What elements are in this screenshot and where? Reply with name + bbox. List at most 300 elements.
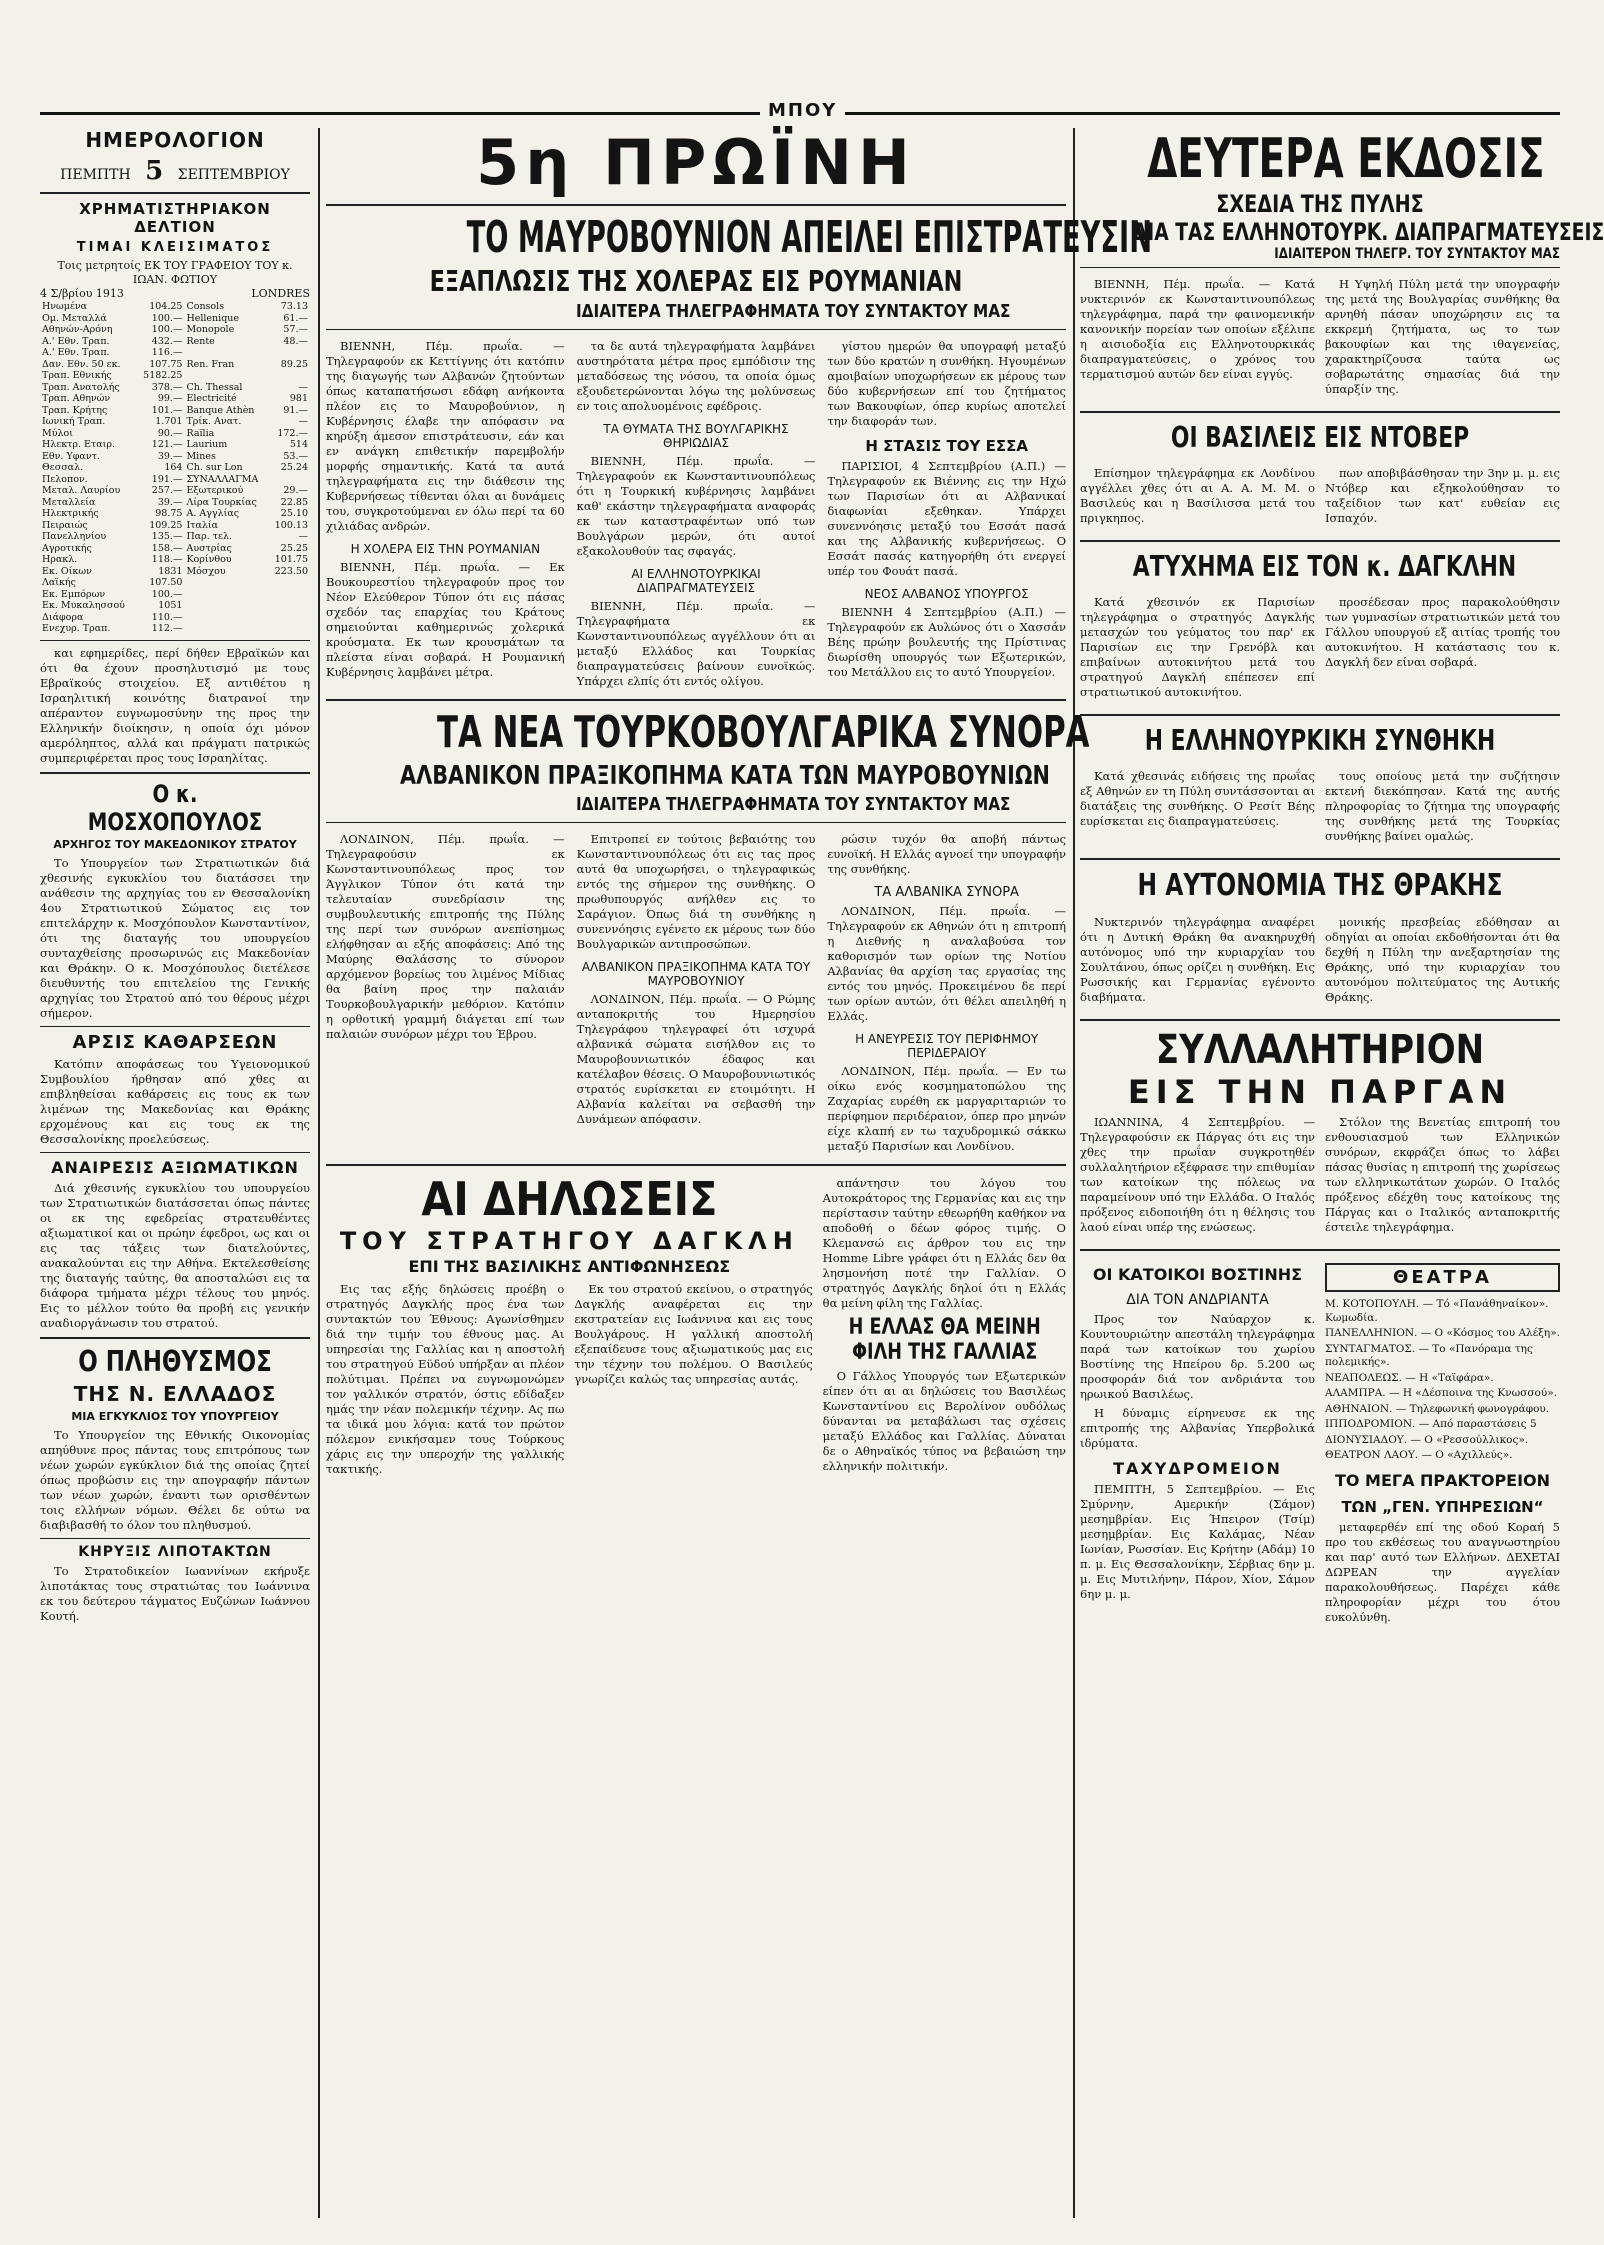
paragraph: ΠΕΜΠΤΗ, 5 Σεπτεμβρίου. — Εις Σμύρνην, Αμερικήν (Σάμον) μεσημβρίαν. Εις Ήπειρον (Τσίμ) μεσημβρίαν. Εις Καλάμας, Νέαν Ιωνίαν, Ρωσσίαν. Εις Κρήτην (Αδάμ) 10 π. μ. Εις Θεσσαλονίκην, Σέρβιας 6ην μ. μ. Εις Μυτιλήνην, Πάρον, Χίον, Σάμον 6ην μ. μ. [1080, 1482, 1315, 1601]
headline-synthiki: Η ΕΛΛΗΝΟΥΡΚΙΚΗ ΣΥΝΘΗΚΗ [1144, 724, 1496, 757]
rate-row [40, 393, 310, 405]
rate-name: Τραπ. Ανατολής [42, 381, 120, 393]
paragraph: Το Στρατοδικείον Ιωαννίνων εκήρυξε λιποτάκτας τους στρατιώτας του Ιωάννινα εκ του δεύτερου τάγματος Ευζώνων Ιωάννου Κουτή. [40, 1563, 310, 1623]
rate-value: 61.— [283, 312, 308, 324]
article-text [1080, 466, 1315, 530]
rate-value: 100.— [151, 588, 183, 600]
headline-dagkli: ΤΟΥ ΣΤΡΑΤΗΓΟΥ ΔΑΓΚΛΗ [339, 1227, 799, 1255]
exchange-source: Τοις μετρητοίς ΕΚ ΤΟΥ ΓΡΑΦΕΙΟΥ ΤΟΥ κ. ΙΩΑΝ. ΦΩΤΙΟΥ [57, 259, 293, 286]
divider [40, 1538, 310, 1539]
headline-deutera-ekdosis: ΔΕΥΤΕΡΑ ΕΚΔΟΣΙΣ [1147, 127, 1545, 190]
rate-name: Εκ. Εμπόρων [42, 588, 106, 600]
rate-name: Τραπ. Αθηνών [42, 393, 111, 404]
rate-value: 100.13 [274, 519, 308, 531]
article-row [1080, 462, 1560, 534]
exchange-date: 4 Σ/βρίου 1913 [40, 287, 124, 300]
calendar-month: ΣΕΠΤΕΜΒΡΙΟΥ [177, 167, 290, 183]
rate-value: 89.25 [280, 358, 308, 370]
rate-name: Rente [186, 335, 215, 347]
rate-row [40, 612, 310, 624]
rate-value: 107.50 [149, 577, 183, 588]
paragraph: ΛΟΝΔΙΝΟΝ, Πέμ. πρωΐα. — Τηλεγραφούν εκ Αθηνών ότι η επιτροπή η Διεθνής η αναλαβούσα τον καθορισμόν των ορίων της Νοτίου Αλβανίας θα αρχίση τας εργασίας της εντός του μηνός. Προκειμένου δε περί των ορίων αυτών, ότι θέλει απειληθή η Ελλάς. [827, 904, 1067, 1023]
rate-value: 53.— [283, 450, 308, 462]
rate-value [269, 577, 310, 589]
rate-value: 107.75 [149, 358, 183, 370]
headline-albanos-ypourgos: ΝΕΟΣ ΑΛΒΑΝΟΣ ΥΠΟΥΡΓΟΣ [864, 587, 1029, 601]
rate-name: Λαϊκής [42, 577, 76, 588]
headline-praktoreion: ΤΟ ΜΕΓΑ ΠΡΑΚΤΟΡΕΙΟΝ [1334, 1470, 1551, 1490]
paragraph: ΒΙΕΝΝΗ, Πέμ. πρωΐα. — Τηλεγραφούν εκ Κεττίγνης ότι κατόπιν της διαγωγής των Αλβανών ζητούντων όπως καταπατήσωσι εδάφη ανήκοντα πλέον εις το Μαυροβούνιον, η Κυβέρνησις έλαβε την απόφασιν να κηρύξη άμεσον επιστράτευσιν, εάν και εν ανάγκη επιθετικήν παρεμβολήν μορφής σημαντικής. Κατά τα αυτά τηλεγραφήματα εις την διάθεσιν της Κυβερνήσεως τίθενται όλαι αι δυνάμεις του, συγκροτούμεναι εν όλω περί τα 60 χιλιάδας ανδρών. [326, 339, 565, 533]
rate-row [40, 382, 310, 394]
headline-arsis: ΑΡΣΙΣ ΚΑΘΑΡΣΕΩΝ [72, 1031, 278, 1053]
paragraph: Το Υπουργείον των Στρατιωτικών διά χθεσινής εγκυκλίου του διατάσσει την ανάθεσιν της αρχηγίας του εν Θεσσαλονίκη 4ου Στρατιωτικού Σώματος εις τον επιτελάρχην κ. Μοσχόπουλον Κωνσταντίνον, ότι της διαταγής του υπουργείου συνταχθείσης προσωρινώς εις Μακεδονίαν και Θράκην. Ο κ. Μοσχόπουλος διετέλεσε διευθυντής του επιτελείου της Γενικής αρχηγίας του Στρατού από του θέρους μέχρι σήμερον. [40, 855, 310, 1020]
subheadline-telegrams: ΙΔΙΑΙΤΕΡΑ ΤΗΛΕΓΡΑΦΗΜΑΤΑ ΤΟΥ ΣΥΝΤΑΚΤΟΥ ΜΑΣ [575, 301, 1011, 322]
paragraph: Νυκτερινόν τηλεγράφημα αναφέρει ότι η Δυτική Θράκη θα ανακηρυχθή αυτόνομος υπό την κυριαρχίαν του Σουλτάνου, όπως ορίζει η συνθήκη. Εις Ρωσσικής και Γερμανίας εγένοντο διαβήματα. [1080, 915, 1315, 1004]
paragraph: πων αποβιβάσθησαν την 3ην μ. μ. εις Ντόβερ και εξηκολούθησαν το ταξείδιον των κατ' ευθείαν εις Ισπαχόν. [1325, 466, 1560, 525]
headline-moschopoulos: Ο κ. ΜΟΣΧΟΠΟΥΛΟΣ [87, 779, 263, 836]
subheadline-telegram: ΙΔΙΑΙΤΕΡΟΝ ΤΗΛΕΓΡ. ΤΟΥ ΣΥΝΤΑΚΤΟΥ ΜΑΣ [1274, 246, 1560, 262]
rate-name: Εκ. Μυκαλησσού [42, 600, 125, 611]
calendar-date [40, 156, 310, 186]
divider [326, 822, 1066, 823]
rate-row [40, 520, 310, 532]
article-text [326, 339, 565, 534]
rate-value: 378.— [151, 381, 183, 393]
rate-value: 981 [289, 393, 308, 404]
rate-value: 25.25 [280, 542, 308, 554]
divider [326, 329, 1066, 330]
rate-value [269, 474, 310, 486]
rate-name: Διάφορα [42, 611, 84, 623]
rate-value: 121.— [151, 439, 183, 450]
rate-name: Τραπ. Εθνικής [42, 370, 112, 381]
rate-value: 57.— [283, 324, 308, 335]
rate-name: Κορίνθου [186, 554, 232, 565]
article-text [577, 832, 816, 952]
divider [1080, 714, 1560, 716]
right-column [1080, 127, 1604, 2218]
article-column [827, 828, 1066, 1158]
article-text [1080, 1482, 1315, 1602]
article-text [40, 1181, 310, 1331]
rate-value [269, 600, 310, 612]
divider [40, 1152, 310, 1153]
rate-value: 172.— [277, 427, 308, 439]
article-text [40, 1564, 310, 1624]
exchange-london: LONDRES [251, 287, 310, 300]
headline-schedia-pylis: ΣΧΕΔΙΑ ΤΗΣ ΠΥΛΗΣ [1216, 190, 1424, 218]
paragraph: ΛΟΝΔΙΝΟΝ, Πέμ. πρωΐα. — Τηλεγραφούσιν εκ Κωνσταντινουπόλεως προς τον Άγγλικον Τύπον ότι κατά την τελευταίαν συνεδρίασιν της συμβουλευτικής επιτροπής της Πύλης της περί των συνόρων ανεπίσημως ελήφθησαν αι εξής αποφάσεις: Από της Μαύρης Θαλάσσης το σύνορον αρχόμενον βορείως του λιμένος Μίδιας θα βαίνη προς την παλαιάν Τουρκοβουλγαρικήν μεθόριον. Κατόπιν η ορθοτική γραμμή διάγεται επί των παλαιών συνόρων μέχρι του Έβρου. [326, 832, 565, 1041]
rate-value: 223.50 [274, 565, 308, 577]
paragraph: Κατά χθεσινάς ειδήσεις της πρωΐας εξ Αθηνών εν τη Πύλη συντάσσονται αι διατάξεις της συνθήκης. Ο Ρεσίτ Βέης ευρίσκεται εις διαπραγματεύσεις. [1080, 769, 1315, 828]
divider [40, 1026, 310, 1027]
column-rule-2 [1073, 128, 1075, 2218]
article-text [1080, 915, 1315, 1009]
rate-name: Πελοπον. [42, 473, 88, 485]
center-column [326, 126, 1153, 2218]
theatre-entry: ΙΠΠΟΔΡΟΜΙΟΝ. — Από παραστάσεις 5 [1325, 1418, 1537, 1430]
paragraph: Εκ του στρατού εκείνου, ο στρατηγός Δαγκλής αναφέρεται εις την εκστρατείαν εις Ιωάννινα και εις τους Βουλγάρους. Η γαλλική αποστολή εξεπαίδευσε τους αξιωματικούς μας εις την τέχνην του πολέμου. Ο Βασιλεύς γνωρίζει καλώς τας υπηρεσίας αυτάς. [574, 1282, 813, 1386]
rate-name [184, 370, 268, 382]
paragraph: γίστου ημερών θα υπογραφή μεταξύ των δύο κρατών η συνθήκη. Ηγουμένων αμοιβαίων υποχωρήσεων εκ μέρους των δύο κυβερνήσεων επί του ζητήματος των Βακουφίων, όπερ κυρίως αποτελεί την διαφοράν των. [827, 339, 1067, 428]
rate-name: Hellenique [186, 312, 240, 324]
rate-row [40, 623, 310, 635]
article-text [326, 832, 565, 1042]
headline-axiomatikon: ΑΝΑΙΡΕΣΙΣ ΑΞΙΩΜΑΤΙΚΩΝ [51, 1157, 299, 1177]
headline-perideraiou: Η ΑΝΕΥΡΕΣΙΣ ΤΟΥ ΠΕΡΙΦΗΜΟΥ ΠΕΡΙΔΕΡΑΙΟΥ [855, 1032, 1039, 1060]
article-column [326, 335, 565, 693]
rate-name: Μύλοι [42, 427, 73, 439]
paragraph: ΒΙΕΝΝΗ, Πέμ. πρωΐα. — Τηλεγραφήματα εκ Κωνσταντινουπόλεως αγγέλλουν ότι αι μεταξύ Ελλάδος και Τουρκίας διαπραγματεύσεις βαίνουν ευνοϊκώς. Υπάρχει ελπίς ότι εντός ολίγου. [576, 599, 816, 688]
theatre-entry: ΔΙΟΝΥΣΙΑΔΟΥ. — Ο «Ρεσσούλλικος». [1325, 1433, 1529, 1446]
rate-value: 100.— [151, 324, 183, 335]
article-text [823, 1369, 1066, 1474]
article-text [577, 454, 816, 559]
article-row [1080, 765, 1560, 852]
rate-value: 432.— [151, 335, 183, 347]
divider [40, 772, 310, 774]
rate-value: 25.10 [280, 508, 308, 519]
theatre-entry: ΑΛΑΜΠΡΑ. — Η «Δέσποινα της Κνωσσού». [1325, 1387, 1557, 1399]
article-column [827, 335, 1066, 693]
article-row [1080, 591, 1560, 708]
exchange-rates-table [40, 301, 310, 635]
rate-name: Α. Αγγλίας [186, 508, 240, 519]
rate-row [40, 301, 310, 313]
paragraph: τα δε αυτά τηλεγραφήματα λαμβάνει αυστηρότατα μέτρα προς εμπόδισιν της μεταδόσεως της νόσου, τα οποία όμως εξουδετερώνονται λόγω της μολύνσεως εν τοις απολυομένοις εφέδροις. [576, 339, 816, 413]
subheadline-telegrams: ΙΔΙΑΙΤΕΡΑ ΤΗΛΕΓΡΑΦΗΜΑΤΑ ΤΟΥ ΣΥΝΤΑΚΤΟΥ ΜΑΣ [575, 794, 1011, 815]
rate-name: ΣΥΝΑΛΛΑΓΜΑ [186, 473, 259, 485]
rate-row [40, 462, 310, 474]
rate-row [40, 497, 310, 509]
rate-name: Ηλεκτρ. Εταιρ. [42, 439, 115, 450]
subheadline-antifonisis: ΕΠΙ ΤΗΣ ΒΑΣΙΛΙΚΗΣ ΑΝΤΙΦΩΝΗΣΕΩΣ [408, 1257, 731, 1276]
rate-value: — [298, 381, 308, 393]
rate-name: Αθηνών-Αρόνη [42, 324, 113, 335]
headline-syllalitirion: ΣΥΛΛΑΛΗΤΗΡΙΟΝ [1155, 1027, 1485, 1073]
headline-praxikopima-small: ΑΛΒΑΝΙΚΟΝ ΠΡΑΞΙΚΟΠΗΜΑ ΚΑΤΑ ΤΟΥ ΜΑΥΡΟΒΟΥΝΙΟΥ [581, 960, 811, 988]
rate-value: 29.— [283, 485, 308, 496]
rate-row [40, 359, 310, 371]
article-row [1080, 273, 1560, 405]
rate-value: 158.— [151, 542, 183, 554]
headline-andrianta: ΔΙΑ ΤΟΝ ΑΝΔΡΙΑΝΤΑ [1126, 1292, 1269, 1308]
rate-name: Ομ. Μεταλλά [42, 312, 107, 324]
rate-name: Αγροτικής [42, 542, 92, 554]
article-text [40, 646, 310, 766]
rate-value: 514 [289, 439, 308, 450]
rate-name: Consols [186, 301, 225, 312]
rate-name [184, 589, 268, 601]
rate-name: Εθν. Υφαντ. [42, 450, 100, 462]
divider [1080, 858, 1560, 860]
article-text [823, 1176, 1066, 1311]
paragraph: Επιτροπεί εν τούτοις βεβαιότης του Κωνσταντινουπόλεως ότι εις τας προς αυτά θα υποχωρήσει, ο τηλεγραφικώς εντός της σήμερον της συνθήκης. Ο πρωθυπουργός ανήλθεν εις το Σαράγιον. Όπως διά τη συνθήκης η συνεννόησις εγένετο εκ μέρους των δύο Βουλγαρικών αντιπροσώπων. [576, 832, 816, 951]
rate-value: 73.13 [280, 301, 308, 312]
rate-value: 164 [164, 462, 183, 473]
rate-value: 22.85 [280, 496, 308, 508]
article-column [823, 1172, 1066, 1485]
rate-name: Electricité [186, 393, 237, 404]
rate-name: Παρ. τελ. [186, 531, 232, 542]
rate-name [184, 623, 268, 635]
headline-thymata: ΤΑ ΘΥΜΑΤΑ ΤΗΣ ΒΟΥΛΓΑΡΙΚΗΣ ΘΗΡΙΩΔΙΑΣ [603, 422, 789, 450]
rate-value: 101.75 [274, 554, 308, 565]
article-text [1325, 466, 1560, 530]
dagklis-block [326, 1172, 813, 1485]
rate-value: 48.— [283, 335, 308, 347]
rate-value: 191.— [151, 473, 183, 485]
rate-value: 257.— [151, 485, 183, 496]
calendar-day-number: 5 [145, 156, 164, 186]
rate-value [269, 370, 310, 382]
headline-vasileis-dover: ΟΙ ΒΑΣΙΛΕΙΣ ΕΙΣ ΝΤΟΒΕΡ [1170, 421, 1470, 454]
paragraph: και εφημερίδες, περί δήθεν Εβραϊκών και ότι θα έχουν προσηλυτισμό με τους Εβραϊκούς στοιχείου. Εξ αντιθέτου η Ισραηλιτική κοινότης διατρανοί την απέραντον ευγνωμοσύνην της προς την Ελληνικήν διοίκησιν, η οποία όχι μόνον αμερόληπτος, αλλά και πράγματι πατρικώς συμπεριφέρεται προς τους Ισραηλίτας. [40, 645, 310, 765]
rate-value: 112.— [151, 623, 183, 634]
rate-row [40, 474, 310, 486]
calendar-day: ΠΕΜΠΤΗ [60, 167, 131, 183]
article-text [827, 1064, 1066, 1154]
headline-diapragmateuseis: ΔΙΑ ΤΑΣ ΕΛΛΗΝΟΤΟΥΡΚ. ΔΙΑΠΡΑΓΜΑΤΕΥΣΕΙΣ [1132, 218, 1604, 246]
article-text [577, 992, 816, 1127]
paragraph: ρώσιν τυχόν θα αποβή πάντως ευνοϊκή. Η Ελλάς αγνοεί την υπογραφήν της συνθήκης. [827, 832, 1067, 876]
theatre-entry: ΣΥΝΤΑΓΜΑΤΟΣ. — Το «Πανόραμα της πολεμικής». [1325, 1342, 1533, 1368]
rate-value: 110.— [151, 611, 183, 623]
paragraph: μεταφερθέν επί της οδού Κοραή 5 προ του εκθέσεως του αναγνωστηρίου και παρ' αυτό των Ελλήνων. ΔΕΧΕΤΑΙ ΔΩΡΕΑΝ την αγγελίαν παρακολουθήσεως. Παρέχει κάθε πληροφορίαν μέχρι του ότου ευκολύνθη. [1325, 1519, 1560, 1624]
paragraph: προσέδεσαν προς παρακολούθησιν των γυμνασίων στρατιωτικών μετά του Γάλλου υπουργού εξ αιτίας τροπής του αυτοκινήτου. Η κατάστασις του κ. Δαγκλή δεν είναι σοβαρά. [1325, 595, 1560, 669]
rate-value: 98.75 [155, 508, 183, 519]
article-column [326, 828, 565, 1158]
headline-tachydromeion: ΤΑΧΥΔΡΟΜΕΙΟΝ [1113, 1459, 1282, 1478]
rate-row [40, 428, 310, 440]
rate-name: Μόσχου [186, 565, 226, 577]
article-text [326, 1282, 564, 1481]
paragraph: Το Υπουργείον της Εθνικής Οικονομίας απηύθυνε προς πάντας τους επιτρόπους των νέων χωρών εγκύκλιον διά της οποίας ζητεί όπως προβώσιν εις την απογραφήν πάντων των νέων χωρών, έναντι των ορισθέντων τοις ελλήνων νόμων. Θέλει δε ούτω να διαβιβασθή το όλον του πληθυσμού. [40, 1427, 310, 1532]
rate-row [40, 554, 310, 566]
theatre-entry: ΠΑΝΕΛΛΗΝΙΟΝ. — Ο «Κόσμος του Αλέξη». [1325, 1327, 1560, 1339]
article-text [827, 339, 1066, 429]
headline-parga: ΕΙΣ ΤΗΝ ΠΑΡΓΑΝ [1127, 1073, 1513, 1111]
headline-synora: ΤΑ ΝΕΑ ΤΟΥΡΚΟΒΟΥΛΓΑΡΙΚΑ ΣΥΝΟΡΑ [437, 707, 1090, 758]
article-text [574, 1282, 812, 1481]
headline-plithysmos-2: ΤΗΣ Ν. ΕΛΛΑΔΟΣ [73, 1381, 277, 1406]
rate-value: 100.— [151, 312, 183, 324]
article-column [577, 335, 816, 693]
rate-name: Δαν. Εθν. 50 εκ. [42, 358, 121, 370]
rate-row [40, 336, 310, 348]
article-text [1325, 1115, 1560, 1239]
rate-name: Ren. Fran [186, 358, 235, 370]
paragraph: μονικής πρεσβείας εδόθησαν αι οδηγίαι αι οποίαι εκδοθήσονται ότι θα δεχθή η Πύλη την ανεξαρτησίαν της Θράκης, υπό την κυριαρχίαν του αυτονόμου πολιτεύματος της Αυτικής Θράκης. [1325, 915, 1560, 1004]
article-text [40, 1428, 310, 1533]
article-text [577, 599, 816, 689]
rate-name: Ιωνική Τραπ. [42, 416, 106, 427]
article-row-3 [326, 1172, 1066, 1485]
rate-value [269, 589, 310, 601]
paragraph: Προς τον Ναύαρχον κ. Κουντουριώτην απεστάλη τηλεγράφημα παρά των κατοίκων του χωρίου Βοστίνης της Ηπείρου δρ. 5.200 ως προσφοράν διά τον ανδριάντα του ηρωικού Βασιλέως. [1080, 1312, 1315, 1401]
rate-row [40, 543, 310, 555]
article-text [827, 459, 1066, 579]
headline-cholera-romania: Η ΧΟΛΕΡΑ ΕΙΣ ΤΗΝ ΡΟΥΜΑΝΙΑΝ [350, 542, 541, 556]
rate-name: Εξωτερικού [186, 485, 244, 496]
exchange-meta [40, 287, 310, 301]
exchange-subtitle: ΤΙΜΑΙ ΚΛΕΙΣΙΜΑΤΟΣ [76, 240, 274, 255]
rate-value: 116.— [151, 347, 183, 358]
rate-name: Α.' Εθν. Τραπ. [42, 347, 110, 358]
rate-name: Θεσσαλ. [42, 462, 84, 473]
rate-name: Ch. Thessal [186, 381, 243, 393]
rate-name: Ηνωμένα [42, 301, 88, 312]
rate-row [40, 600, 310, 612]
rate-name: Τραπ. Κρήτης [42, 404, 108, 416]
paragraph: ΒΙΕΝΝΗ, Πέμ. πρωΐα. — Κατά νυκτερινόν εκ Κωνσταντινουπόλεως τηλεγράφημα, παρά την φαινομενικήν κανονικήν πορείαν των οποίων εξέλιπε η αισιοδοξία εις Ελληνοτουρκικάς διαπραγματεύσεις, ο χρόνος του τερματισμού αυτών δεν είναι εγγύς. [1080, 277, 1315, 381]
article-row [1080, 1111, 1560, 1243]
headline-praxikopima: ΑΛΒΑΝΙΚΟΝ ΠΡΑΞΙΚΟΠΗΜΑ ΚΑΤΑ ΤΩΝ ΜΑΥΡΟΒΟΥΝΙΩΝ [400, 761, 1050, 791]
theatre-entry: ΝΕΑΠΟΛΕΩΣ. — Η «Ταϊφάρα». [1325, 1371, 1494, 1384]
rate-value: 101.— [151, 404, 183, 416]
rate-name: Mines [186, 450, 216, 462]
paragraph: ΒΙΕΝΝΗ, Πέμ. πρωΐα. — Εκ Βουκουρεστίου τηλεγραφούν προς τον Νέον Ελεύθερον Τύπον ότι εις πάσας σχεδόν τας επαρχίας του Κράτους σημειούνται καθημερινώς χολερικά κρούσματα. Εκ των κρουσμάτων τα πλείστα είναι σοβαρά. Η Ρουμανική Κυβέρνησις λαμβάνει μέτρα. [326, 560, 565, 679]
rate-name: Ηρακλ. [42, 554, 78, 565]
rate-value: 25.24 [280, 462, 308, 473]
rate-value [269, 612, 310, 624]
rate-value: 118.— [151, 554, 183, 565]
headline-plithysmos: Ο ΠΛΗΘΥΣΜΟΣ [78, 1344, 272, 1378]
paragraph: ΛΟΝΔΙΝΟΝ, Πέμ. πρωΐα. — Ο Ρώμης ανταποκριτής του Ημερησίου Τηλεγράφου τηλεγραφεί ότι ισχυρά αλβανικά σώματα εισήλθον εις το Μαυροβουνιωτικόν έδαφος και κατέλαβον θέσεις. Ο Μαυροβουνιωτικός στρατός ευρίσκεται εν ετοιμότητι. Η Αλβανία καλείται να σεβασθή την Δυνάμεων απόφασιν. [576, 992, 816, 1126]
paragraph: Διά χθεσινής εγκυκλίου του υπουργείου των Στρατιωτικών διατάσσεται όπως πάντες οι εκ της εφεδρείας στρατευθέντες αξιωματικοί και οι πρώην έφεδροι, ως και οι εις τας τάξεις των διατελούντες, ανακαλούνται εις την Αθήνα. Εκτελεσθείσης της διαταγής ταύτης, θα αποσταλώσι εις τα διάφορα τμήματα μέχρι τέλους του μηνός. Εις το μέλλον τούτο θα προβή εις γενικήν αναδιοργάνωσιν του στρατού. [40, 1180, 310, 1330]
divider [326, 699, 1066, 701]
paragraph: Κατόπιν αποφάσεως του Υγειονομικού Συμβουλίου ήρθησαν από χθες αι επιβληθείσαι καθάρσεις εις τους εκ των λιμένων της Μακεδονίας και Θράκης ερχομένους και εις τους εκ της Θεσσαλονίκης προελεύσεως. [40, 1056, 310, 1146]
paragraph: Η δύναμις είρηνευσε εκ της επιτροπής της Αλβανίας Υπερβολικά ιδρύματα. [1080, 1406, 1315, 1450]
rate-name: Πανελληνίου [42, 531, 107, 542]
masthead-strip [40, 102, 1560, 122]
divider [1080, 1249, 1560, 1251]
divider [1080, 267, 1560, 268]
article-row-1 [326, 335, 1066, 693]
rate-row [40, 313, 310, 325]
subheadline: ΑΡΧΗΓΟΣ ΤΟΥ ΜΑΚΕΔΟΝΙΚΟΥ ΣΤΡΑΤΟΥ [53, 837, 297, 851]
headline-genikon-ypiresion: ΤΩΝ „ΓΕΝ. ΥΠΗΡΕΣΙΩΝ“ [1341, 1497, 1544, 1516]
paragraph: ΙΩΑΝΝΙΝΑ, 4 Σεπτεμβρίου. — Τηλεγραφούσιν εκ Πάργας ότι εις την χθες την πρωΐαν συγκροτηθέν συλλαλητήριον εξέφρασε την επιθυμίαν των κατοίκων της πόλεως να παραμείνουν υπό την Ελλάδα. Ο Ιταλός πρόξενος ειδοποιήθη ότι η θέλησις του λαού είναι υπέρ της ενώσεως. [1080, 1115, 1315, 1234]
rate-row [40, 577, 310, 589]
article-text [827, 904, 1066, 1024]
masthead-text: ΜΠΟΥ [760, 100, 845, 121]
headline-thraki: Η ΑΥΤΟΝΟΜΙΑ ΤΗΣ ΘΡΑΚΗΣ [1137, 868, 1503, 903]
rate-value: 39.— [157, 496, 183, 508]
paragraph: Εις τας εξής δηλώσεις προέβη ο στρατηγός Δαγκλής προς ένα των συντακτών του Έθνους: Αγωνίσθημεν διά την τιμήν του έθνους μας. Αι υπηρεσίαι της Γαλλίας και η αποστολή του στρατηγού Εϋδού υπήρξαν αι πλέον πολύτιμαι. Πρέπει να ευγνωμονώμεν τον γαλλικόν στρατόν, όστις εδίδαξεν ημάς την νέαν πολεμικήν τέχνην. Ας πω τα ιδικά μου λόγια: κατά τον πρώτον πόλεμον ενικήσαμεν τους Τούρκους χάρις εις την υπεροχήν της γαλλικής τακτικής. [326, 1282, 565, 1476]
rate-name: Ενεχυρ. Τραπ. [42, 623, 111, 634]
paragraph: ΒΙΕΝΝΗ 4 Σεπτεμβρίου (Α.Π.) — Τηλεγραφούν εκ Αυλώνος ότι ο Χασσάν Βέης πρώην βουλευτής της Πρίστινας διωρίσθη υπουργός των Εξωτερικών, του Μετάλλου εις το αυτό Υπουργείον. [827, 605, 1067, 679]
divider [326, 1164, 1066, 1166]
headline-diapragmateuseis: ΑΙ ΕΛΛΗΝΟΤΟΥΡΚΙΚΑΙ ΔΙΑΠΡΑΓΜΑΤΕΥΣΕΙΣ [631, 567, 761, 595]
headline-katoikoi: ΟΙ ΚΑΤΟΙΚΟΙ ΒΟΣΤΙΝΗΣ [1092, 1265, 1303, 1284]
rate-value: 109.25 [149, 519, 183, 531]
article-text [827, 605, 1066, 680]
rate-name: Τρίκ. Ανατ. [186, 416, 242, 427]
divider [40, 1337, 310, 1339]
headline-dilosis: ΑΙ ΔΗΛΩΣΕΙΣ [421, 1172, 718, 1226]
rate-name: Laurium [186, 439, 228, 450]
divider [1080, 1019, 1560, 1021]
divider [1080, 411, 1560, 413]
paragraph: τους οποίους μετά την συζήτησιν εκτενή διεκόπησαν. Κατά της αυτής πληροφορίας το ζήτημα της υπογραφής της συνθήκης μετά της Τουρκίας συνθήκης βαίνει ομαλώς. [1325, 769, 1560, 843]
rate-name: Ch. sur Lon [186, 462, 243, 473]
theatre-entry: ΑΘΗΝΑΙΟΝ. — Τηλεφωνική φωνογράφου. [1325, 1402, 1550, 1415]
rate-row [40, 531, 310, 543]
article-text [1080, 595, 1315, 704]
theatre-entry: ΘΕΑΤΡΟΝ ΛΑΟΥ. — Ο «Αχιλλεύς». [1325, 1449, 1513, 1461]
rate-row [40, 370, 310, 382]
column-rule-1 [318, 128, 320, 2218]
rate-name [184, 612, 268, 624]
headline-cholera: ΕΞΑΠΛΩΣΙΣ ΤΗΣ ΧΟΛΕΡΑΣ ΕΙΣ ΡΟΥΜΑΝΙΑΝ [429, 265, 963, 298]
paragraph: ΒΙΕΝΝΗ, Πέμ. πρωΐα. — Τηλεγραφούν εκ Κωνσταντινουπόλεως ότι η Τουρκική κυβέρνησις λαμβάνει καθ' εκάστην τηλεγραφήματα αναφοράς εκ των καταστραφέντων υπό των Βουλγάρων μερών, ότι αυτοί εξακολουθούν τας σφαγάς. [576, 454, 816, 558]
rate-name: Α.' Εθν. Τραπ. [42, 335, 110, 347]
theatre-entry: Μ. ΚΟΤΟΠΟΥΛΗ. — Τό «Πανάθηναίκον». Κωμωδία. [1325, 1298, 1549, 1324]
rate-row [40, 439, 310, 451]
headline-kirixis: ΚΗΡΥΞΙΣ ΛΙΠΟΤΑΚΤΩΝ [78, 1543, 272, 1560]
rate-row [40, 324, 310, 336]
rate-name: Monopole [186, 324, 235, 335]
announcements-column [1080, 1257, 1315, 1629]
rate-value: 1831 [158, 565, 183, 577]
paragraph: Επίσημον τηλεγράφημα εκ Λονδίνου αγγέλλει χθες ότι αι Α. Α. Μ. Μ. ο Βασιλεύς και η Βασίλισσα μετά του πριγκηπος. [1080, 466, 1315, 525]
article-text [1080, 277, 1315, 401]
article-text [1325, 769, 1560, 848]
rate-value: 1.701 [155, 416, 183, 427]
rate-row [40, 405, 310, 417]
paragraph: ΛΟΝΔΙΝΟΝ, Πέμ. πρωΐα. — Εν τω οίκω ενός κοσμηματοπώλου της Ζαχαρίας ευρέθη εκ μαργαριταριών το περίφημον περιδέραιον, όπερ προ μηνών είχε κλαπή εν τω ταχυδρομικώ σάκκω μεταξύ Παρισίων και Λονδίνου. [827, 1064, 1067, 1153]
rate-value: 91.— [283, 404, 308, 416]
divider [326, 204, 1066, 206]
article-text [1325, 277, 1560, 401]
headline-montenegro: ΤΟ ΜΑΥΡΟΒΟΥΝΙΟΝ ΑΠΕΙΛΕΙ ΕΠΙΣΤΡΑΤΕΥΣΙΝ [466, 212, 1153, 263]
paragraph: απάντησιν του λόγου του Αυτοκράτορος της Γερμανίας και εις την περίστασιν ταύτην εθεωρήθη καθήκον να αποδοθή ο δέων φόρος τιμής. Ο Κλεμανσώ εις άρθρον του εις την Homme Libre γράφει ότι η Ελλάς δεν θα λησμονήση ποτέ την Γαλλίαν. Ο στρατηγός Δαγκλής δηλοί ότι η Ελλάς θα μείνη φίλη της Γαλλίας. [822, 1176, 1066, 1310]
paragraph: Στόλον της Βενετίας επιτροπή του ενθουσιασμού των Ελληνικών συνόρων, εκφράζει όπως το λάβει πάσας θυσίας η επιτροπή της χωρίσεως των ελληνικωτάτων χωρών. Ο Ιταλός πρόξενος εδέχθη τους κατοίκους της Πάργας και ο Ιταλικός ανταποκριτής έστειλε τηλεγράφημα. [1325, 1115, 1560, 1234]
article-text [1080, 1406, 1315, 1451]
rate-value [269, 347, 310, 359]
rate-value: 104.25 [149, 301, 183, 312]
rate-value: 1051 [158, 600, 183, 611]
rate-value: 90.— [157, 427, 183, 439]
headline-albanika-synora: ΤΑ ΑΛΒΑΝΙΚΑ ΣΥΝΟΡΑ [874, 885, 1019, 900]
article-row-2 [326, 828, 1066, 1158]
rate-name: Μεταλ. Λαυρίου [42, 485, 121, 496]
article-text [1325, 595, 1560, 704]
left-column [40, 128, 310, 2218]
rate-row [40, 416, 310, 428]
rate-name: Εκ. Οίκων [42, 565, 92, 577]
article-text [1325, 915, 1560, 1009]
rate-name: Λίρα Τουρκίας [186, 496, 257, 508]
rate-name: Ιταλία [186, 519, 219, 531]
rate-name: Banque Athèn [186, 404, 255, 416]
calendar-title: ΗΜΕΡΟΛΟΓΙΟΝ [85, 128, 265, 152]
article-text [40, 1057, 310, 1147]
rate-name: Πειραιώς [42, 519, 88, 531]
rate-row [40, 485, 310, 497]
paragraph: ΠΑΡΙΣΙΟΙ, 4 Σεπτεμβρίου (Α.Π.) — Τηλεγραφούν εκ Βιέννης εις την Ηχώ των Παρισίων ότι αι Αλβανικαί διαφωνίαι εξεθηκαν. Υπάρχει συνεννόησις μεταξύ του Εσσάτ πασά και της Αλβανικής κυβερνήσεως. Ο Εσσάτ πασάς κατηγορήθη ότι ενεργεί υπέρ του Φουάτ πασά. [827, 459, 1067, 578]
rate-row [40, 451, 310, 463]
article-text [1080, 1115, 1315, 1239]
rate-value [269, 623, 310, 635]
headline-essa: Η ΣΤΑΣΙΣ ΤΟΥ ΕΣΣΑ [865, 437, 1028, 455]
rate-value: — [298, 416, 308, 427]
edition-title: 5η ΠΡΩΪΝΗ [476, 126, 916, 199]
article-text [577, 339, 816, 414]
divider [40, 640, 310, 641]
article-text [1080, 769, 1315, 848]
